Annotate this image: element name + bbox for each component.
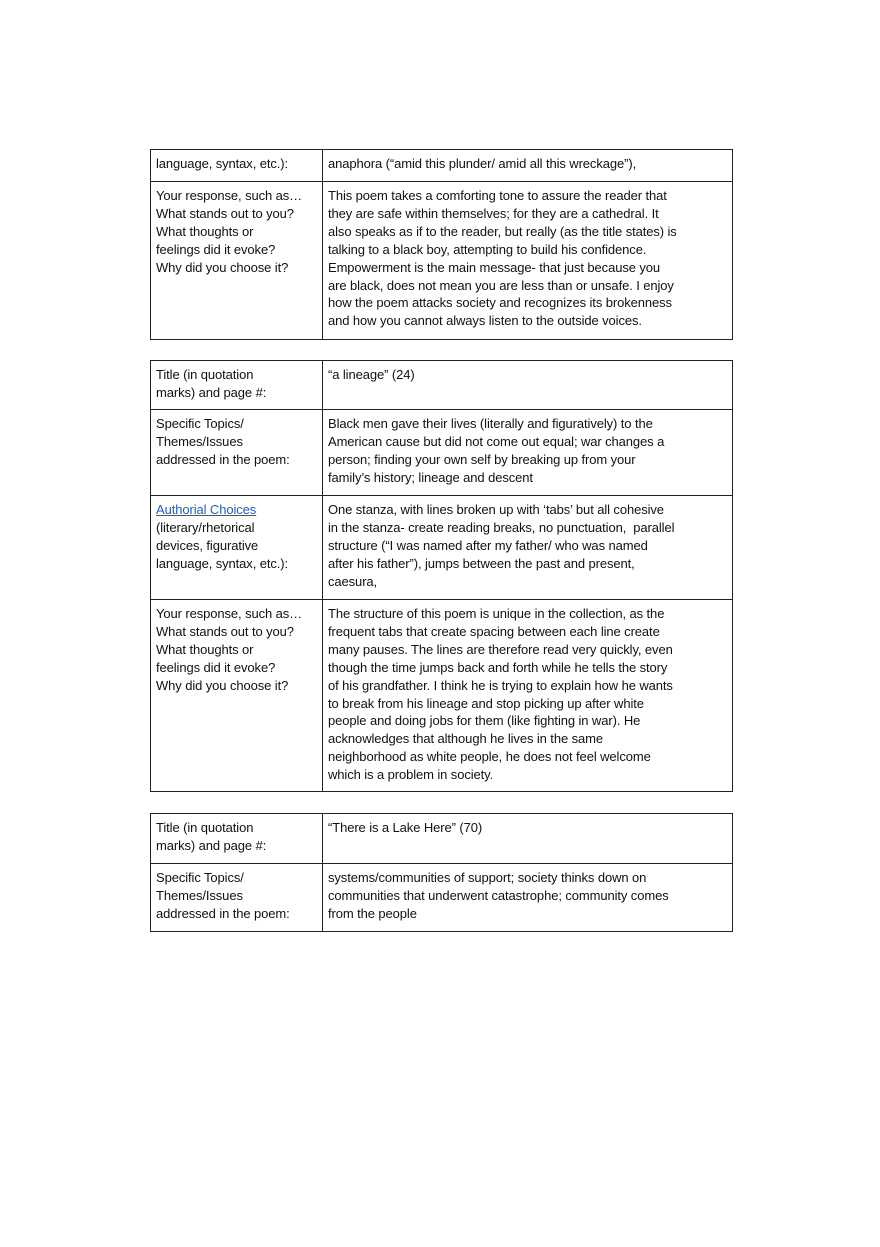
poem-table-1 [150, 149, 733, 340]
row-label-cell [151, 496, 323, 600]
row-value: Black men gave their lives (literally and figuratively) to the American cause but did not come out equal; war changes a person; finding your own self by breaking up from your family’s history; lineage and descent [323, 410, 733, 496]
row-value: One stanza, with lines broken up with ‘tabs’ but all cohesive in the stanza- create reading breaks, no punctuation, parallel structure (“I was named after my father/ who was named after his father”), jumps between the past and present, caesura, [323, 496, 733, 600]
row-value: systems/communities of support; society thinks down on communities that underwent catastrophe; community comes from the people [323, 864, 733, 932]
row-value: “There is a Lake Here” (70) [323, 814, 733, 864]
table-row [151, 182, 733, 340]
row-label: (literary/rhetorical devices, figurative language, syntax, etc.): [156, 519, 289, 571]
row-label: Specific Topics/ Themes/Issues addressed in the poem: [151, 864, 323, 932]
row-label: language, syntax, etc.): [151, 150, 323, 182]
table-row [151, 600, 733, 792]
table-row [151, 410, 733, 496]
table-row [151, 814, 733, 864]
row-value: This poem takes a comforting tone to assure the reader that they are safe within themselves; for they are a cathedral. It also speaks as if to the reader, but really (as the title states) is talking to a black boy, attempting to build his confidence. Empowerment is the main message- that just because you are black, does not mean you are less than or unsafe. I enjoy how the poem attacks society and recognizes its brokenness and how you cannot always listen to the outside voices. [323, 182, 733, 340]
row-value: The structure of this poem is unique in the collection, as the frequent tabs that create spacing between each line create many pauses. The lines are therefore read very quickly, even though the time jumps back and forth while he tells the story of his grandfather. I think he is trying to explain how he wants to break from his lineage and stop picking up after white people and doing jobs for them (like fighting in war). He acknowledges that although he lives in the same neighborhood as white people, he does not feel welcome which is a problem in society. [323, 600, 733, 792]
row-label: Title (in quotation marks) and page #: [151, 814, 323, 864]
authorial-choices-link[interactable]: Authorial Choices [156, 502, 257, 517]
table-row [151, 864, 733, 932]
row-label: Your response, such as… What stands out to you? What thoughts or feelings did it evoke? Why did you choose it? [151, 600, 323, 792]
table-row [151, 496, 733, 600]
row-value: anaphora (“amid this plunder/ amid all this wreckage”), [323, 150, 733, 182]
table-row [151, 361, 733, 410]
table-row [151, 150, 733, 182]
poem-table-2 [150, 360, 733, 792]
poem-table-3 [150, 813, 733, 932]
row-label: Specific Topics/ Themes/Issues addressed in the poem: [151, 410, 323, 496]
row-value: “a lineage” (24) [323, 361, 733, 410]
row-label: Your response, such as… What stands out to you? What thoughts or feelings did it evoke? Why did you choose it? [151, 182, 323, 340]
row-label: Title (in quotation marks) and page #: [151, 361, 323, 410]
